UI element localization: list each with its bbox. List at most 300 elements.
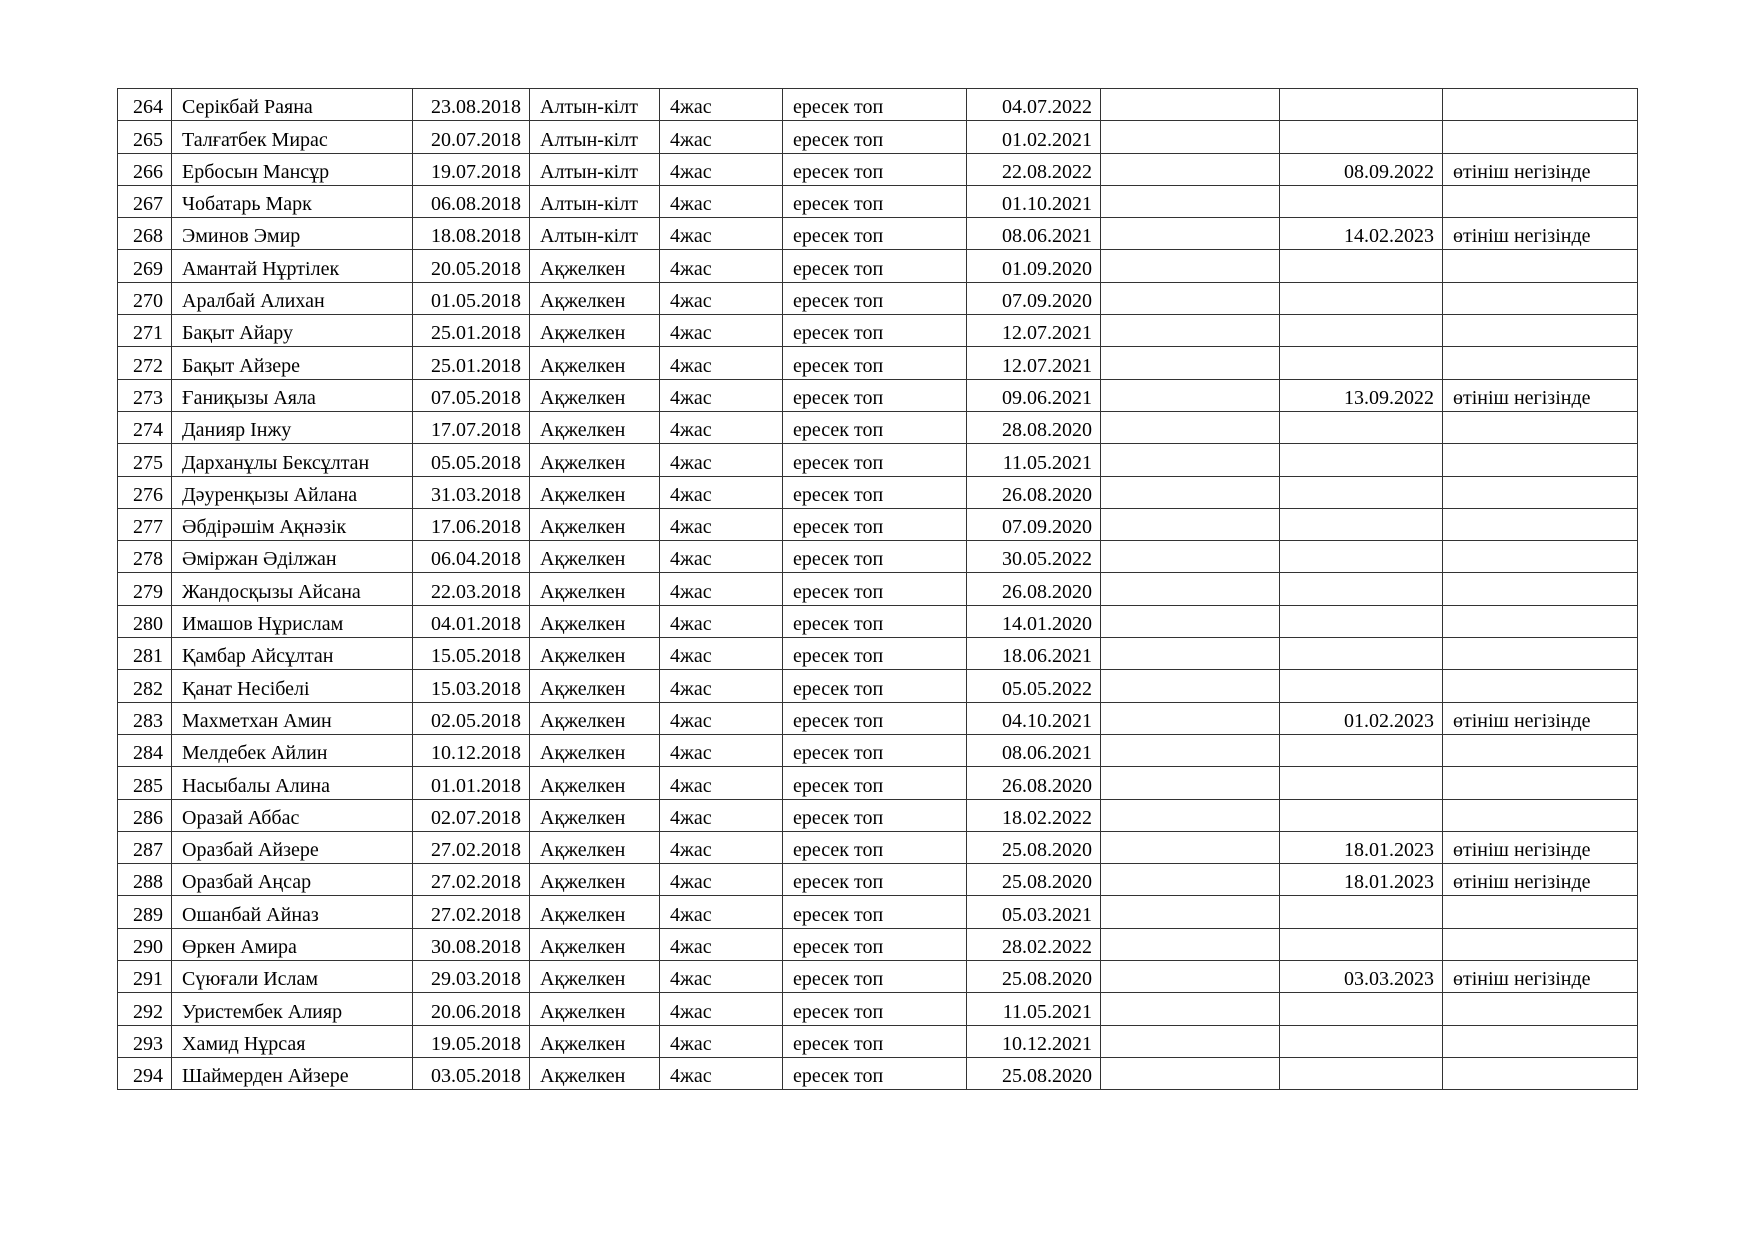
enrollment-date-cell: 10.12.2021: [967, 1025, 1101, 1057]
child-name-cell: Дарханұлы Бексұлтан: [172, 444, 413, 476]
age-cell: 4жас: [660, 444, 783, 476]
table-row: [118, 282, 1638, 314]
birth-date-cell: 15.03.2018: [413, 670, 530, 702]
child-name-cell: Шаймерден Айзере: [172, 1057, 413, 1089]
group-name-cell: Ақжелкен: [530, 864, 660, 896]
leave-reason-cell: [1443, 896, 1638, 928]
child-name-cell: Насыбалы Алина: [172, 767, 413, 799]
age-cell: 4жас: [660, 250, 783, 282]
enrollment-date-cell: 25.08.2020: [967, 1057, 1101, 1089]
leave-reason-cell: [1443, 1057, 1638, 1089]
birth-date-cell: 27.02.2018: [413, 896, 530, 928]
group-type-cell: ересек топ: [783, 702, 967, 734]
row-number-cell: 289: [118, 896, 172, 928]
leave-reason-cell: өтініш негізінде: [1443, 218, 1638, 250]
birth-date-cell: 31.03.2018: [413, 476, 530, 508]
leave-reason-cell: [1443, 508, 1638, 540]
leave-date-cell: [1280, 444, 1443, 476]
group-type-cell: ересек топ: [783, 767, 967, 799]
group-type-cell: ересек топ: [783, 282, 967, 314]
row-number-cell: 285: [118, 767, 172, 799]
leave-reason-cell: өтініш негізінде: [1443, 864, 1638, 896]
blank-cell-cell: [1101, 541, 1280, 573]
group-type-cell: ересек топ: [783, 670, 967, 702]
age-cell: 4жас: [660, 702, 783, 734]
birth-date-cell: 25.01.2018: [413, 347, 530, 379]
age-cell: 4жас: [660, 89, 783, 121]
row-number-cell: 278: [118, 541, 172, 573]
birth-date-cell: 01.01.2018: [413, 767, 530, 799]
birth-date-cell: 19.07.2018: [413, 153, 530, 185]
leave-reason-cell: [1443, 993, 1638, 1025]
table-row: [118, 831, 1638, 863]
leave-date-cell: [1280, 121, 1443, 153]
group-name-cell: Ақжелкен: [530, 282, 660, 314]
group-type-cell: ересек топ: [783, 993, 967, 1025]
age-cell: 4жас: [660, 347, 783, 379]
leave-date-cell: [1280, 638, 1443, 670]
age-cell: 4жас: [660, 282, 783, 314]
blank-cell-cell: [1101, 185, 1280, 217]
age-cell: 4жас: [660, 799, 783, 831]
age-cell: 4жас: [660, 411, 783, 443]
enrollment-date-cell: 28.08.2020: [967, 411, 1101, 443]
leave-date-cell: [1280, 573, 1443, 605]
child-name-cell: Оразай Аббас: [172, 799, 413, 831]
blank-cell-cell: [1101, 1025, 1280, 1057]
birth-date-cell: 10.12.2018: [413, 734, 530, 766]
birth-date-cell: 05.05.2018: [413, 444, 530, 476]
leave-reason-cell: [1443, 670, 1638, 702]
enrollment-date-cell: 01.10.2021: [967, 185, 1101, 217]
child-name-cell: Амантай Нұртілек: [172, 250, 413, 282]
row-number-cell: 275: [118, 444, 172, 476]
group-type-cell: ересек топ: [783, 444, 967, 476]
group-type-cell: ересек топ: [783, 928, 967, 960]
leave-reason-cell: өтініш негізінде: [1443, 153, 1638, 185]
group-name-cell: Ақжелкен: [530, 1057, 660, 1089]
group-name-cell: Алтын-кілт: [530, 218, 660, 250]
birth-date-cell: 17.06.2018: [413, 508, 530, 540]
blank-cell-cell: [1101, 89, 1280, 121]
group-type-cell: ересек топ: [783, 411, 967, 443]
enrollment-date-cell: 07.09.2020: [967, 282, 1101, 314]
birth-date-cell: 03.05.2018: [413, 1057, 530, 1089]
child-name-cell: Мелдебек Айлин: [172, 734, 413, 766]
enrollment-date-cell: 28.02.2022: [967, 928, 1101, 960]
group-name-cell: Ақжелкен: [530, 1025, 660, 1057]
row-number-cell: 276: [118, 476, 172, 508]
enrollment-date-cell: 01.02.2021: [967, 121, 1101, 153]
age-cell: 4жас: [660, 379, 783, 411]
child-name-cell: Қанат Несібелі: [172, 670, 413, 702]
leave-reason-cell: [1443, 638, 1638, 670]
table-row: [118, 250, 1638, 282]
row-number-cell: 286: [118, 799, 172, 831]
leave-reason-cell: [1443, 799, 1638, 831]
leave-date-cell: [1280, 1025, 1443, 1057]
leave-reason-cell: [1443, 767, 1638, 799]
child-name-cell: Оразбай Аңсар: [172, 864, 413, 896]
row-number-cell: 280: [118, 605, 172, 637]
age-cell: 4жас: [660, 315, 783, 347]
group-name-cell: Ақжелкен: [530, 961, 660, 993]
age-cell: 4жас: [660, 864, 783, 896]
row-number-cell: 264: [118, 89, 172, 121]
age-cell: 4жас: [660, 541, 783, 573]
row-number-cell: 287: [118, 831, 172, 863]
table-row: [118, 605, 1638, 637]
leave-reason-cell: [1443, 315, 1638, 347]
group-name-cell: Ақжелкен: [530, 379, 660, 411]
table-row: [118, 702, 1638, 734]
table-row: [118, 638, 1638, 670]
group-type-cell: ересек топ: [783, 605, 967, 637]
row-number-cell: 292: [118, 993, 172, 1025]
child-name-cell: Әміржан Әділжан: [172, 541, 413, 573]
group-type-cell: ересек топ: [783, 476, 967, 508]
enrollment-date-cell: 14.01.2020: [967, 605, 1101, 637]
birth-date-cell: 20.07.2018: [413, 121, 530, 153]
age-cell: 4жас: [660, 218, 783, 250]
birth-date-cell: 18.08.2018: [413, 218, 530, 250]
table-row: [118, 315, 1638, 347]
group-name-cell: Алтын-кілт: [530, 185, 660, 217]
table-row: [118, 508, 1638, 540]
table-row: [118, 961, 1638, 993]
leave-reason-cell: [1443, 444, 1638, 476]
group-type-cell: ересек топ: [783, 734, 967, 766]
leave-reason-cell: [1443, 250, 1638, 282]
table-row: [118, 185, 1638, 217]
birth-date-cell: 27.02.2018: [413, 831, 530, 863]
table-row: [118, 411, 1638, 443]
enrollment-date-cell: 07.09.2020: [967, 508, 1101, 540]
row-number-cell: 272: [118, 347, 172, 379]
age-cell: 4жас: [660, 573, 783, 605]
row-number-cell: 271: [118, 315, 172, 347]
birth-date-cell: 23.08.2018: [413, 89, 530, 121]
leave-date-cell: 13.09.2022: [1280, 379, 1443, 411]
age-cell: 4жас: [660, 767, 783, 799]
table-row: [118, 734, 1638, 766]
enrollment-date-cell: 25.08.2020: [967, 961, 1101, 993]
table-row: [118, 896, 1638, 928]
child-name-cell: Ошанбай Айназ: [172, 896, 413, 928]
enrollment-date-cell: 26.08.2020: [967, 573, 1101, 605]
group-type-cell: ересек топ: [783, 799, 967, 831]
group-name-cell: Алтын-кілт: [530, 153, 660, 185]
blank-cell-cell: [1101, 573, 1280, 605]
leave-date-cell: [1280, 734, 1443, 766]
leave-date-cell: [1280, 541, 1443, 573]
age-cell: 4жас: [660, 638, 783, 670]
group-type-cell: ересек топ: [783, 961, 967, 993]
group-name-cell: Ақжелкен: [530, 831, 660, 863]
birth-date-cell: 15.05.2018: [413, 638, 530, 670]
table-row: [118, 993, 1638, 1025]
leave-date-cell: [1280, 799, 1443, 831]
leave-date-cell: 18.01.2023: [1280, 864, 1443, 896]
group-name-cell: Ақжелкен: [530, 896, 660, 928]
blank-cell-cell: [1101, 250, 1280, 282]
table-row: [118, 476, 1638, 508]
blank-cell-cell: [1101, 121, 1280, 153]
leave-date-cell: [1280, 508, 1443, 540]
leave-reason-cell: [1443, 541, 1638, 573]
group-type-cell: ересек топ: [783, 89, 967, 121]
leave-date-cell: 18.01.2023: [1280, 831, 1443, 863]
birth-date-cell: 25.01.2018: [413, 315, 530, 347]
child-name-cell: Серікбай Раяна: [172, 89, 413, 121]
child-name-cell: Бақыт Айзере: [172, 347, 413, 379]
leave-reason-cell: [1443, 928, 1638, 960]
child-name-cell: Аралбай Алихан: [172, 282, 413, 314]
leave-reason-cell: [1443, 185, 1638, 217]
birth-date-cell: 07.05.2018: [413, 379, 530, 411]
group-name-cell: Ақжелкен: [530, 573, 660, 605]
child-name-cell: Оразбай Айзере: [172, 831, 413, 863]
table-row: [118, 121, 1638, 153]
leave-reason-cell: [1443, 573, 1638, 605]
row-number-cell: 274: [118, 411, 172, 443]
group-name-cell: Ақжелкен: [530, 702, 660, 734]
leave-date-cell: 14.02.2023: [1280, 218, 1443, 250]
enrollment-date-cell: 26.08.2020: [967, 767, 1101, 799]
blank-cell-cell: [1101, 799, 1280, 831]
enrollment-date-cell: 01.09.2020: [967, 250, 1101, 282]
group-type-cell: ересек топ: [783, 218, 967, 250]
leave-reason-cell: [1443, 282, 1638, 314]
group-type-cell: ересек топ: [783, 379, 967, 411]
child-name-cell: Данияр Інжу: [172, 411, 413, 443]
child-name-cell: Әбдірәшім Ақнәзік: [172, 508, 413, 540]
enrollment-date-cell: 25.08.2020: [967, 831, 1101, 863]
row-number-cell: 273: [118, 379, 172, 411]
blank-cell-cell: [1101, 508, 1280, 540]
leave-reason-cell: [1443, 476, 1638, 508]
leave-date-cell: [1280, 993, 1443, 1025]
enrollment-date-cell: 22.08.2022: [967, 153, 1101, 185]
age-cell: 4жас: [660, 993, 783, 1025]
leave-reason-cell: өтініш негізінде: [1443, 379, 1638, 411]
row-number-cell: 290: [118, 928, 172, 960]
blank-cell-cell: [1101, 961, 1280, 993]
group-type-cell: ересек топ: [783, 185, 967, 217]
group-type-cell: ересек топ: [783, 864, 967, 896]
birth-date-cell: 30.08.2018: [413, 928, 530, 960]
group-type-cell: ересек топ: [783, 1025, 967, 1057]
table-row: [118, 573, 1638, 605]
blank-cell-cell: [1101, 347, 1280, 379]
group-name-cell: Ақжелкен: [530, 638, 660, 670]
enrollment-date-cell: 12.07.2021: [967, 347, 1101, 379]
group-name-cell: Ақжелкен: [530, 799, 660, 831]
table-row: [118, 1025, 1638, 1057]
leave-reason-cell: [1443, 605, 1638, 637]
group-type-cell: ересек топ: [783, 896, 967, 928]
blank-cell-cell: [1101, 993, 1280, 1025]
table-row: [118, 670, 1638, 702]
birth-date-cell: 19.05.2018: [413, 1025, 530, 1057]
table-row: [118, 379, 1638, 411]
group-type-cell: ересек топ: [783, 638, 967, 670]
table-row: [118, 541, 1638, 573]
enrollment-date-cell: 18.02.2022: [967, 799, 1101, 831]
blank-cell-cell: [1101, 896, 1280, 928]
group-type-cell: ересек топ: [783, 315, 967, 347]
leave-date-cell: [1280, 347, 1443, 379]
blank-cell-cell: [1101, 282, 1280, 314]
leave-date-cell: 08.09.2022: [1280, 153, 1443, 185]
age-cell: 4жас: [660, 153, 783, 185]
blank-cell-cell: [1101, 476, 1280, 508]
leave-date-cell: [1280, 476, 1443, 508]
row-number-cell: 266: [118, 153, 172, 185]
group-type-cell: ересек топ: [783, 153, 967, 185]
leave-date-cell: [1280, 605, 1443, 637]
enrollment-date-cell: 08.06.2021: [967, 218, 1101, 250]
age-cell: 4жас: [660, 1025, 783, 1057]
birth-date-cell: 04.01.2018: [413, 605, 530, 637]
child-name-cell: Өркен Амира: [172, 928, 413, 960]
blank-cell-cell: [1101, 605, 1280, 637]
birth-date-cell: 02.07.2018: [413, 799, 530, 831]
row-number-cell: 284: [118, 734, 172, 766]
table-row: [118, 767, 1638, 799]
leave-date-cell: [1280, 767, 1443, 799]
table-row: [118, 218, 1638, 250]
leave-reason-cell: [1443, 1025, 1638, 1057]
blank-cell-cell: [1101, 670, 1280, 702]
table-row: [118, 799, 1638, 831]
row-number-cell: 277: [118, 508, 172, 540]
row-number-cell: 267: [118, 185, 172, 217]
leave-date-cell: [1280, 1057, 1443, 1089]
blank-cell-cell: [1101, 928, 1280, 960]
group-name-cell: Ақжелкен: [530, 605, 660, 637]
leave-date-cell: [1280, 411, 1443, 443]
row-number-cell: 283: [118, 702, 172, 734]
blank-cell-cell: [1101, 702, 1280, 734]
age-cell: 4жас: [660, 605, 783, 637]
enrollment-date-cell: 12.07.2021: [967, 315, 1101, 347]
group-name-cell: Ақжелкен: [530, 315, 660, 347]
leave-reason-cell: өтініш негізінде: [1443, 702, 1638, 734]
child-name-cell: Уристембек Алияр: [172, 993, 413, 1025]
table-row: [118, 928, 1638, 960]
group-name-cell: Ақжелкен: [530, 411, 660, 443]
blank-cell-cell: [1101, 411, 1280, 443]
group-name-cell: Ақжелкен: [530, 250, 660, 282]
blank-cell-cell: [1101, 864, 1280, 896]
birth-date-cell: 01.05.2018: [413, 282, 530, 314]
group-type-cell: ересек топ: [783, 541, 967, 573]
row-number-cell: 288: [118, 864, 172, 896]
age-cell: 4жас: [660, 928, 783, 960]
group-name-cell: Ақжелкен: [530, 541, 660, 573]
leave-reason-cell: [1443, 734, 1638, 766]
row-number-cell: 291: [118, 961, 172, 993]
leave-date-cell: [1280, 315, 1443, 347]
leave-reason-cell: өтініш негізінде: [1443, 831, 1638, 863]
table-row: [118, 444, 1638, 476]
group-name-cell: Ақжелкен: [530, 347, 660, 379]
group-name-cell: Алтын-кілт: [530, 89, 660, 121]
group-type-cell: ересек топ: [783, 1057, 967, 1089]
group-name-cell: Ақжелкен: [530, 734, 660, 766]
enrollment-date-cell: 26.08.2020: [967, 476, 1101, 508]
leave-date-cell: [1280, 89, 1443, 121]
leave-reason-cell: [1443, 411, 1638, 443]
group-type-cell: ересек топ: [783, 347, 967, 379]
blank-cell-cell: [1101, 638, 1280, 670]
child-name-cell: Сүюғали Ислам: [172, 961, 413, 993]
group-name-cell: Ақжелкен: [530, 928, 660, 960]
age-cell: 4жас: [660, 670, 783, 702]
blank-cell-cell: [1101, 831, 1280, 863]
group-name-cell: Ақжелкен: [530, 993, 660, 1025]
row-number-cell: 281: [118, 638, 172, 670]
table-row: [118, 89, 1638, 121]
age-cell: 4жас: [660, 896, 783, 928]
child-name-cell: Чобатарь Марк: [172, 185, 413, 217]
row-number-cell: 282: [118, 670, 172, 702]
birth-date-cell: 29.03.2018: [413, 961, 530, 993]
age-cell: 4жас: [660, 476, 783, 508]
group-name-cell: Ақжелкен: [530, 476, 660, 508]
leave-date-cell: [1280, 250, 1443, 282]
enrollment-date-cell: 05.05.2022: [967, 670, 1101, 702]
child-name-cell: Ербосын Мансұр: [172, 153, 413, 185]
enrollment-date-cell: 30.05.2022: [967, 541, 1101, 573]
age-cell: 4жас: [660, 508, 783, 540]
age-cell: 4жас: [660, 961, 783, 993]
table-row: [118, 347, 1638, 379]
group-name-cell: Ақжелкен: [530, 670, 660, 702]
leave-date-cell: [1280, 670, 1443, 702]
group-name-cell: Ақжелкен: [530, 508, 660, 540]
enrollment-date-cell: 25.08.2020: [967, 864, 1101, 896]
birth-date-cell: 27.02.2018: [413, 864, 530, 896]
birth-date-cell: 20.06.2018: [413, 993, 530, 1025]
row-number-cell: 265: [118, 121, 172, 153]
child-name-cell: Бақыт Айару: [172, 315, 413, 347]
enrollment-date-cell: 04.10.2021: [967, 702, 1101, 734]
age-cell: 4жас: [660, 1057, 783, 1089]
leave-reason-cell: [1443, 347, 1638, 379]
enrollment-date-cell: 18.06.2021: [967, 638, 1101, 670]
group-name-cell: Алтын-кілт: [530, 121, 660, 153]
leave-date-cell: 01.02.2023: [1280, 702, 1443, 734]
leave-date-cell: [1280, 185, 1443, 217]
age-cell: 4жас: [660, 185, 783, 217]
leave-date-cell: [1280, 896, 1443, 928]
blank-cell-cell: [1101, 315, 1280, 347]
birth-date-cell: 06.04.2018: [413, 541, 530, 573]
table-row: [118, 153, 1638, 185]
row-number-cell: 269: [118, 250, 172, 282]
blank-cell-cell: [1101, 767, 1280, 799]
birth-date-cell: 20.05.2018: [413, 250, 530, 282]
leave-reason-cell: [1443, 121, 1638, 153]
enrollment-date-cell: 11.05.2021: [967, 444, 1101, 476]
blank-cell-cell: [1101, 1057, 1280, 1089]
birth-date-cell: 02.05.2018: [413, 702, 530, 734]
enrollment-date-cell: 05.03.2021: [967, 896, 1101, 928]
child-name-cell: Талғатбек Мирас: [172, 121, 413, 153]
leave-date-cell: [1280, 928, 1443, 960]
